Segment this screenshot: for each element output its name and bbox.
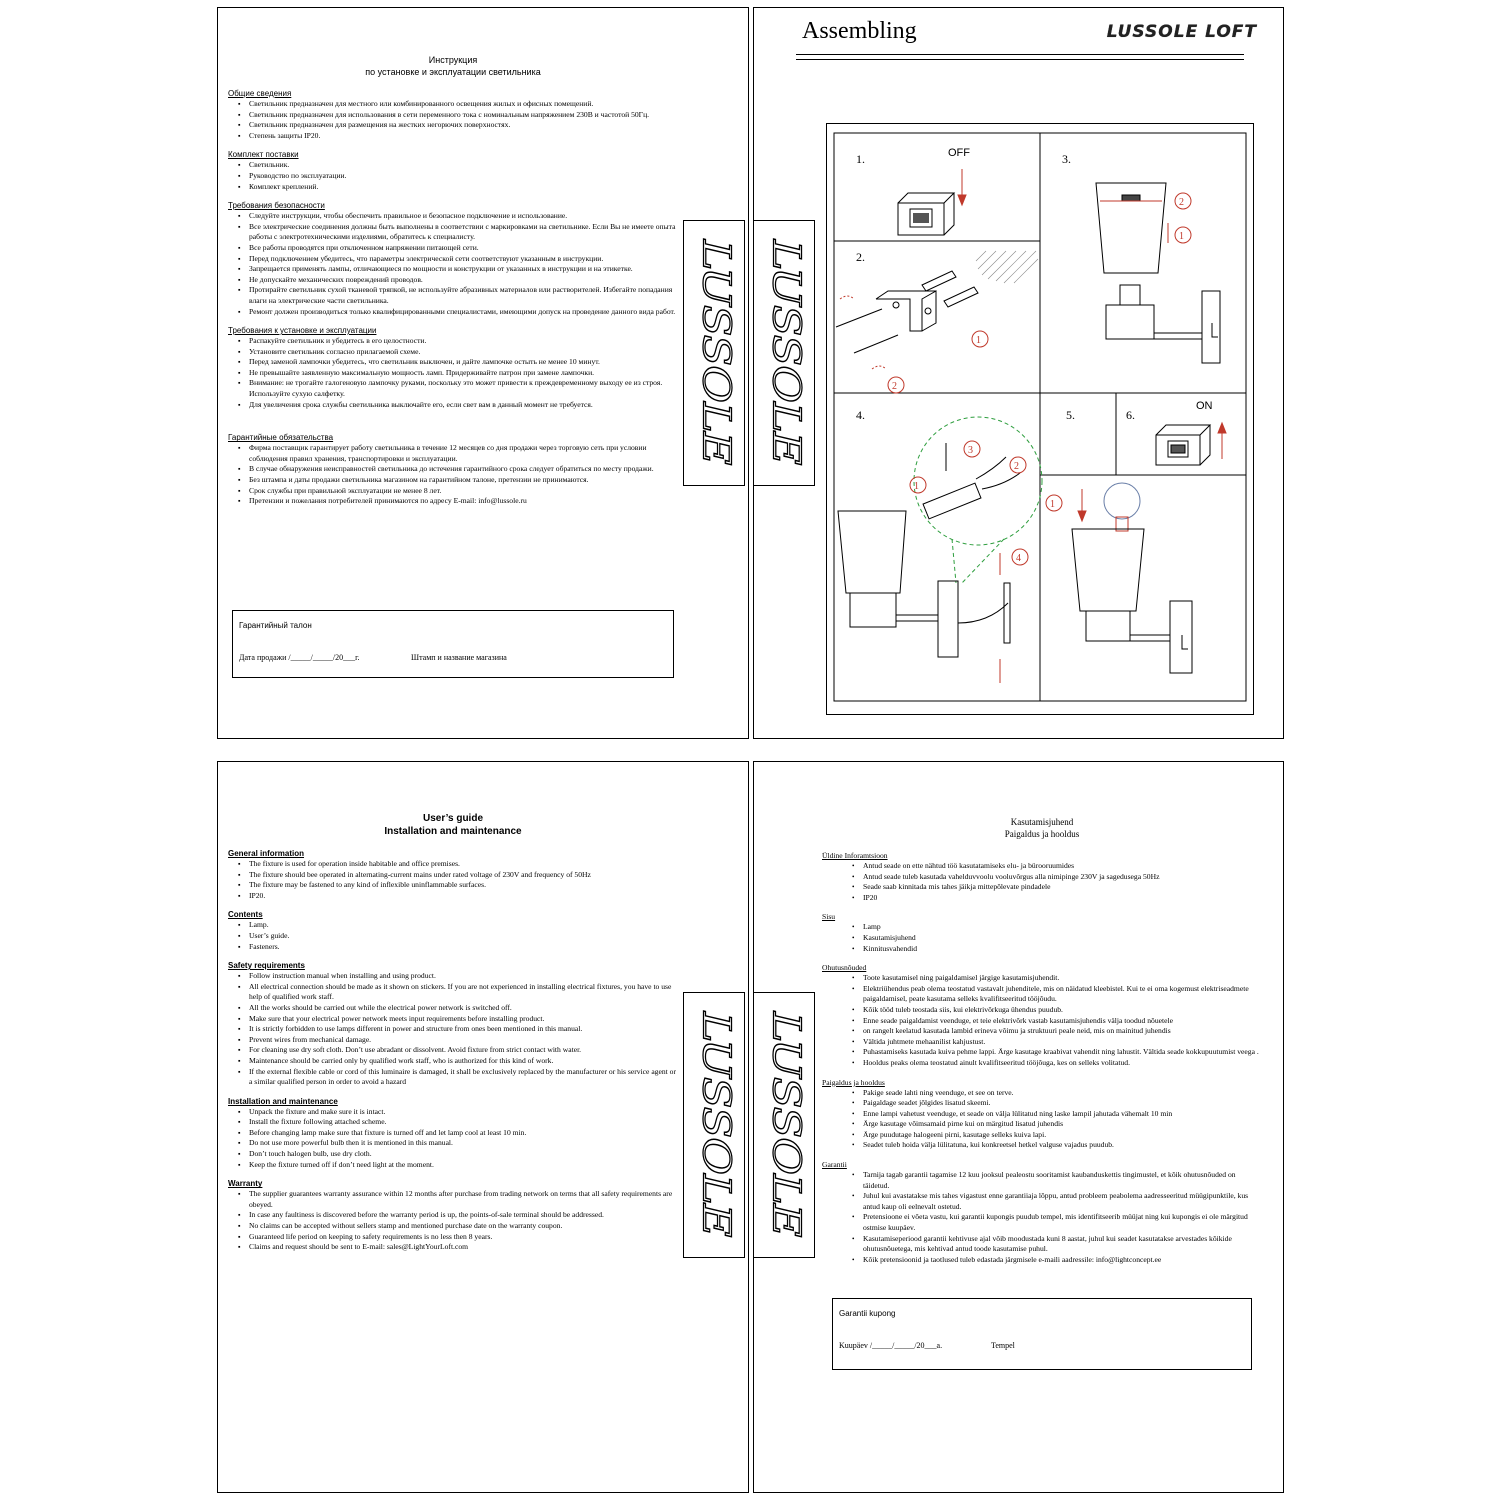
et-section-heading: Garantii	[822, 1160, 847, 1170]
ru-section-heading: Гарантийные обязательства	[228, 433, 334, 443]
list-item: ▪ Запрещается применять лампы, отличающиеся по мощности и конструкции от указанных в инструкции и на этикетке.	[238, 264, 678, 275]
screws-icon	[836, 309, 898, 353]
list-item: ▪ It is strictly forbidden to use lamps different in power and structure from ones been mentioned in this manual.	[238, 1024, 678, 1035]
list-item: • Kõik tööd tuleb teostada siis, kui elektrivõrkuga ühendus puudub.	[852, 1005, 1262, 1016]
list-item: ▪ Lamp.	[238, 920, 678, 931]
list-item: • Puhastamiseks kasutada kuiva pehme lappi. Ärge kasutage kraabivat vahendit ning lahustit. Vältida seade kokkupuutumist veega .	[852, 1047, 1262, 1058]
et-section-list	[822, 1088, 1262, 1152]
page-estonian-guide	[753, 761, 1284, 1493]
list-item: • Enne seade paigaldamist veenduge, et teie elektrivõrk vastab kasutamisjuhendis välja toodud nõuetele	[852, 1016, 1262, 1027]
en-title: User’s guide Installation and maintenance	[384, 813, 522, 837]
callout-2-step4-label: 2	[1014, 461, 1019, 472]
ru-content	[228, 54, 678, 507]
list-item: ▪ Светильник предназначен для местного или комбинированного освещения жилых и офисных помещений.	[238, 99, 678, 110]
list-item: • Paigaldage seadet jõlgides lisatud skeemi.	[852, 1098, 1262, 1109]
et-section-list	[822, 922, 1262, 954]
et-section	[822, 1077, 1262, 1152]
page-english-guide	[217, 761, 749, 1493]
list-item: ▪ All the works should be carried out while the electrical power network is switched off.	[238, 1003, 678, 1014]
list-item: ▪ Don’t touch halogen bulb, use dry cloth.	[238, 1149, 678, 1160]
list-item: • Kasutamiseperiood garantii kehtivuse ajal võib moodustada kuni 8 aastat, juhul kui seadet kasutatakse arvestades kõikide ohutusnõuetega, mis kehtivad antud toode kasutamise puhul.	[852, 1234, 1262, 1255]
list-item: ▪ Руководство по эксплуатации.	[238, 171, 678, 182]
step-6-number: 6.	[1126, 408, 1135, 422]
step-5-number: 5.	[1066, 408, 1075, 422]
et-coupon-title: Garantii kupong	[839, 1309, 896, 1318]
et-sections	[822, 850, 1262, 1265]
ru-coupon-stamp: Штамп и название магазина	[411, 653, 507, 662]
et-section	[822, 1159, 1262, 1265]
list-item: ▪ The supplier guarantees warranty assurance within 12 months after purchase from trading network on terms that all safety requirements are obeyed.	[238, 1189, 678, 1210]
wall-sconce-icon	[1106, 285, 1220, 363]
list-item: ▪ Распакуйте светильник и убедитесь в его целостности.	[238, 336, 678, 347]
sconce-step5-icon	[1072, 529, 1192, 673]
list-item: ▪ No claims can be accepted without sellers stamp and mentioned purchase date on the warranty coupon.	[238, 1221, 678, 1232]
side-logo-text: LUSSOLE	[693, 1011, 739, 1200]
ru-section-list	[228, 336, 678, 410]
en-section-heading: Contents	[228, 910, 263, 920]
lussole-vertical-logo	[754, 221, 814, 485]
list-item: • Lamp	[852, 922, 1262, 933]
list-item: • IP20	[852, 893, 1262, 904]
list-item: ▪ Перед подключением убедитесь, что параметры электрической сети соответствуют указанным в инструкции.	[238, 254, 678, 265]
et-coupon-date: Kuupäev /_____/_____/20___a.	[839, 1341, 943, 1350]
screwdriver-arrows	[840, 296, 886, 369]
side-logo-right-top	[753, 220, 815, 486]
list-item: ▪ В случае обнаружения неисправностей светильника до истечения гарантийного срока следует обратиться по месту продажи.	[238, 464, 678, 475]
en-section	[228, 960, 678, 1088]
step-3-number: 3.	[1062, 152, 1071, 166]
callout-1-label: 1	[976, 335, 981, 346]
list-item: ▪ Светильник предназначен для использования в сети переменного тока с номинальным напряжением 230В и частотой 50Гц.	[238, 110, 678, 121]
et-section-list	[822, 861, 1262, 903]
page-russian-instructions	[217, 7, 749, 739]
off-label: OFF	[948, 147, 970, 159]
list-item: • Seade saab kinnitada mis tahes jäikja mittepõlevate pindadele	[852, 882, 1262, 893]
bulb-icon	[1104, 483, 1140, 531]
switch-on-icon	[1156, 425, 1210, 465]
en-section	[228, 909, 678, 952]
list-item: • Ärge puudutage halogeeni pirni, kasutage selleks kuiva lapi.	[852, 1130, 1262, 1141]
en-section-list	[228, 859, 678, 901]
list-item: ▪ Before changing lamp make sure that fixture is turned off and let lamp cool at least 10 min.	[238, 1128, 678, 1139]
list-item: ▪ Keep the fixture turned off if don’t need light at the moment.	[238, 1160, 678, 1171]
et-title: Kasutamisjuhend Paigaldus ja hooldus	[1004, 817, 1080, 839]
list-item: ▪ All electrical connection should be made as it shown on stickers. If you are not experienced in installing electrical fixtures, you have to use help of qualified work staff.	[238, 982, 678, 1003]
list-item: ▪ Светильник предназначен для размещения на жестких негорючих поверхностях.	[238, 120, 678, 131]
en-section-list	[228, 1189, 678, 1253]
et-section	[822, 911, 1262, 954]
list-item: • Seadet tuleb hoida välja lülitatuna, kui konkreetsel hetkel valguse vajadus puudub.	[852, 1140, 1262, 1151]
ru-warranty-coupon	[232, 610, 674, 678]
list-item: ▪ If the external flexible cable or cord of this luminaire is damaged, it shall be exclusively replaced by the manufacturer or his service agent or a similar qualified person in order to avoid a hazard	[238, 1067, 678, 1088]
brand-logo-text: LUSSOLE LOFT	[1106, 22, 1257, 42]
et-coupon-stamp: Tempel	[991, 1341, 1015, 1350]
ru-section	[228, 149, 678, 192]
list-item: • Ärge kasutage võimsamaid pirne kui on märgitud lisatud juhendis	[852, 1119, 1262, 1130]
et-section-heading: Üldine Inforamtsioon	[822, 851, 888, 860]
list-item: ▪ Ремонт должен производиться только квалифицированными специалистами, имеющими допуск на проведение данного вида работ.	[238, 307, 678, 318]
list-item: ▪ Степень защиты IP20.	[238, 131, 678, 142]
list-item: ▪ Maintenance should be carried only by qualified work staff, who is authorized for this kind of work.	[238, 1056, 678, 1067]
en-section	[228, 848, 678, 901]
en-section-heading: Safety requirements	[228, 961, 305, 971]
list-item: ▪ For cleaning use dry soft cloth. Don’t use abradant or dissolvent. Avoid fixture from strict contact with water.	[238, 1045, 678, 1056]
list-item: ▪ Prevent wires from mechanical damage.	[238, 1035, 678, 1046]
list-item: ▪ Do not use more powerful bulb then it is mentioned in this manual.	[238, 1138, 678, 1149]
list-item: ▪ Комплект креплений.	[238, 182, 678, 193]
list-item: ▪ IP20.	[238, 891, 678, 902]
header-rule-2	[796, 59, 1244, 60]
arrow-down-icon	[958, 169, 966, 205]
ru-section-list	[228, 99, 678, 141]
et-section-heading: Paigaldus ja hooldus	[822, 1077, 885, 1087]
en-section	[228, 1096, 678, 1171]
on-label: ON	[1196, 400, 1213, 412]
list-item: • Enne lampi vahetust veenduge, et seade on välja lülitatud ning laske lampil jahutada vähemalt 10 min	[852, 1109, 1262, 1120]
lussole-vertical-logo	[684, 993, 744, 1257]
ru-section-heading: Требования безопасности	[228, 201, 325, 211]
header-rule	[796, 54, 1244, 55]
ru-section-heading: Комплект поставки	[228, 150, 299, 160]
list-item: ▪ Не превышайте заявленную максимальную мощность ламп. Придерживайте патрон при замене лампочки.	[238, 368, 678, 379]
switch-off-icon	[898, 193, 954, 235]
et-section-list	[822, 1170, 1262, 1265]
callout-3-label: 3	[968, 445, 973, 456]
bracket-icon	[876, 291, 936, 331]
side-logo-right-bottom	[753, 992, 815, 1258]
en-section-list	[228, 1107, 678, 1171]
list-item: ▪ Install the fixture following attached scheme.	[238, 1117, 678, 1128]
list-item: • Toote kasutamisel ning paigaldamisel järgige kasutamisjuhendit.	[852, 973, 1262, 984]
ru-section-list	[228, 443, 678, 507]
en-section-heading: General information	[228, 849, 305, 858]
list-item: • Antud seade on ette nähtud töö kasutatamiseks elu- ja bürooruumides	[852, 861, 1262, 872]
list-item: • Pretensioone ei võeta vastu, kui garantii kupongis puudub tempel, mis identifitseerib müüjat ning kui kupongis ei ole märgitud ostmise kuupäev.	[852, 1212, 1262, 1233]
arrow-down-bulb	[1078, 489, 1086, 521]
step-1-number: 1.	[856, 152, 865, 166]
list-item: • Tarnija tagab garantii tagamise 12 kuu jooksul pealeostu sooritamist kaubanduskettis tingimustel, et kõik ohutusnõuded on täidetud.	[852, 1170, 1262, 1191]
step-4-number: 4.	[856, 408, 865, 422]
et-section-heading: Ohutusnõuded	[822, 963, 867, 973]
hatching-wall	[976, 251, 1038, 283]
ru-section	[228, 200, 678, 317]
list-item: ▪ Unpack the fixture and make sure it is intact.	[238, 1107, 678, 1118]
ru-section	[228, 88, 678, 141]
ru-title: Инструкция по установке и эксплуатации светильника	[365, 55, 541, 77]
list-item: • Kinnitusvahendid	[852, 944, 1262, 955]
list-item: ▪ The fixture is used for operation inside habitable and office premises.	[238, 859, 678, 870]
wall-plugs-icon	[922, 271, 978, 307]
list-item: ▪ Для увеличения срока службы светильника выключайте его, если свет вам в данный момент не требуется.	[238, 400, 678, 411]
list-item: ▪ Make sure that your electrical power network meets input requirements before installing product.	[238, 1014, 678, 1025]
ru-section	[228, 432, 678, 507]
arrow-up-icon	[1218, 423, 1226, 459]
et-section	[822, 850, 1262, 903]
page-assembling	[753, 7, 1284, 739]
side-logo-text: LUSSOLE	[763, 239, 809, 428]
list-item: ▪ Не допускайте механических повреждений проводов.	[238, 275, 678, 286]
step-2-number: 2.	[856, 250, 865, 264]
et-content	[822, 816, 1262, 1265]
list-item: ▪ Претензии и пожелания потребителей принимаются по адресу E-mail: info@lussole.ru	[238, 496, 678, 507]
callout-1-step4-label: 1	[914, 481, 919, 492]
en-content	[228, 812, 678, 1253]
callout-2-label: 2	[892, 381, 897, 392]
list-item: ▪ User’s guide.	[238, 931, 678, 942]
assembly-diagram	[826, 123, 1254, 715]
list-item: • Vältida juhtmete mehaanilist kahjustust.	[852, 1037, 1262, 1048]
assembling-title: Assembling	[802, 18, 917, 44]
en-sections	[228, 848, 678, 1253]
callout-2-step3-label: 2	[1179, 197, 1184, 208]
ru-section-heading: Требования к установке и эксплуатации	[228, 326, 377, 336]
list-item: ▪ Светильник.	[238, 160, 678, 171]
en-section	[228, 1178, 678, 1253]
ru-section-heading: Общие сведения	[228, 89, 292, 98]
list-item: ▪ Без штампа и даты продажи светильника магазином на гарантийном талоне, претензии не принимаются.	[238, 475, 678, 486]
list-item: ▪ Fasteners.	[238, 942, 678, 953]
list-item: ▪ Claims and request should be sent to E-mail: sales@LightYourLoft.com	[238, 1242, 678, 1253]
list-item: ▪ Внимание: не трогайте галогеновую лампочку руками, поскольку это может привести к преждевременному выходу ее из строя. Используйте сухую салфетку.	[238, 378, 678, 399]
list-item: ▪ Follow instruction manual when installing and using product.	[238, 971, 678, 982]
lamp-shade-icon	[1096, 183, 1166, 273]
list-item: ▪ Следуйте инструкции, чтобы обеспечить правильное и безопасное подключение и использование.	[238, 211, 678, 222]
list-item: • Antud seade tuleb kasutada vahelduvvoolu vooluvõrgus alla nimipinge 230V ja sagedusega 50Hz	[852, 872, 1262, 883]
side-logo-text: LUSSOLE	[763, 1011, 809, 1200]
list-item: ▪ Установите светильник согласно прилагаемой схеме.	[238, 347, 678, 358]
list-item: ▪ The fixture should bee operated in alternating-current mains under rated voltage of 230V and frequency of 50Hz	[238, 870, 678, 881]
shade-step4-icon	[838, 511, 1010, 657]
list-item: ▪ In case any faultiness is discovered before the warranty period is up, the points-of-sale terminal should be addressed.	[238, 1210, 678, 1221]
list-item: • Kasutamisjuhend	[852, 933, 1262, 944]
ru-coupon-title: Гарантийный талон	[239, 621, 312, 630]
ru-section-list	[228, 160, 678, 192]
et-section-list	[822, 973, 1262, 1068]
ru-sections	[228, 88, 678, 507]
et-section-heading: Sisu	[822, 912, 836, 922]
side-logo-text: LUSSOLE	[693, 239, 739, 428]
callout-1-step3-label: 1	[1179, 231, 1184, 242]
list-item: • Pakige seade lahti ning veenduge, et see on terve.	[852, 1088, 1262, 1099]
ru-section-list	[228, 211, 678, 317]
list-item: • Juhul kui avastatakse mis tahes vigastust enne garantiiaja lõppu, antud probleem peabolema aadresseeritud müügipunktile, kus antud kaup oli eelnevalt ostetud.	[852, 1191, 1262, 1212]
en-section-heading: Installation and maintenance	[228, 1096, 338, 1106]
list-item: • Elektriühendus peab olema teostatud vastavalt juhenditele, mis on näidatud kleebistel. Kui te ei oma kogemust elektriseadmete paigaldamisel, peate kasutama selleks kvalifitseeritud tööjõudu.	[852, 984, 1262, 1005]
list-item: ▪ Фирма поставщик гарантирует работу светильника в течение 12 месяцев со дня продажи через торговую сеть при условии соблюдения правил хранения, транспортировки и эксплуатации.	[238, 443, 678, 464]
list-item: • Hooldus peaks olema teostatud ainult kvalifitseeritud tööjõuga, kes on selleks volitatud.	[852, 1058, 1262, 1069]
ru-section	[228, 325, 678, 410]
list-item: ▪ Протирайте светильник сухой тканевой тряпкой, не используйте абразивных материалов или растворителей. Избегайте попадания влаги на электрические части светильника.	[238, 285, 678, 306]
list-item: ▪ Все работы проводятся при отключенном напряжении питающей сети.	[238, 243, 678, 254]
ru-coupon-date: Дата продажи /_____/_____/20___г.	[239, 653, 360, 662]
list-item: ▪ Все электрические соединения должны быть выполнены в соответствии с маркировками на светильнике. Если Вы не имеете опыта работы с электротехническими изделиями, обратитесь к специалисту.	[238, 222, 678, 243]
lussole-vertical-logo	[754, 993, 814, 1257]
side-logo-left-top	[683, 220, 745, 486]
et-warranty-coupon	[832, 1298, 1252, 1370]
list-item: ▪ Перед заменой лампочки убедитесь, что светильник выключен, и дайте лампочке остыть не менее 10 минут.	[238, 357, 678, 368]
en-section-heading: Warranty	[228, 1179, 263, 1189]
list-item: ▪ The fixture may be fastened to any kind of inflexible uninflammable surfaces.	[238, 880, 678, 891]
list-item: ▪ Guaranteed life period on keeping to safety requirements is no less then 8 years.	[238, 1232, 678, 1243]
et-section	[822, 962, 1262, 1068]
en-section-list	[228, 971, 678, 1088]
side-logo-left-bottom	[683, 992, 745, 1258]
shade-arrows	[1100, 201, 1168, 243]
callout-4-label: 4	[1016, 553, 1021, 564]
list-item: • on rangelt keelatud kasutada lambid erineva võimu ja struktuuri peale neid, mis on mainitud juhendis	[852, 1026, 1262, 1037]
list-item: • Kõik pretensioonid ja taotlused tuleb edastada järgmisele e-maili aadressile: info@lightconcept.ee	[852, 1255, 1262, 1266]
lussole-vertical-logo	[684, 221, 744, 485]
en-section-list	[228, 920, 678, 952]
list-item: ▪ Срок службы при правильной эксплуатации не менее 8 лет.	[238, 486, 678, 497]
callout-1-step5-label: 1	[1050, 499, 1055, 510]
